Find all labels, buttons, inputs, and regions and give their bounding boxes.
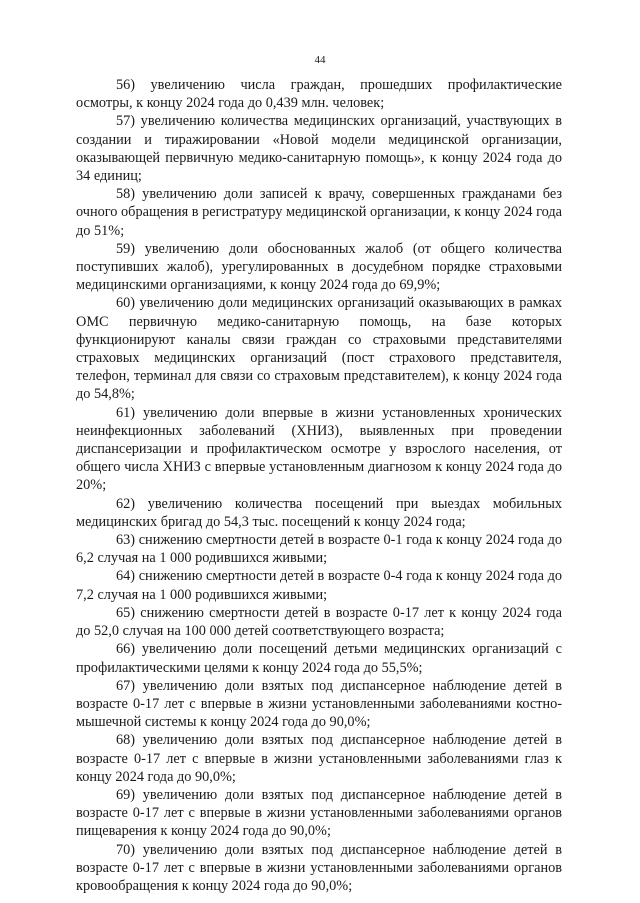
- list-item-57: 57) увеличению количества медицинских организаций, участвующих в создании и тиражировании «Новой модели медицинской организации, оказывающей первичную медико-санитарную помощь», к концу 2024 года до 34 единиц;: [76, 113, 562, 185]
- list-item-59: 59) увеличению доли обоснованных жалоб (от общего количества поступивших жалоб), урегулированных в досудебном порядке страховыми медицинскими организациями, к концу 2024 года до 69,9%;: [76, 240, 562, 294]
- list-item-69: 69) увеличению доли взятых под диспансерное наблюдение детей в возрасте 0-17 лет с впервые в жизни установленными заболеваниями органов пищеварения к концу 2024 года до 90,0%;: [76, 786, 562, 840]
- list-item-67: 67) увеличению доли взятых под диспансерное наблюдение детей в возрасте 0-17 лет с впервые в жизни установленными заболеваниями костно-мышечной системы к концу 2024 года до 90,0%;: [76, 677, 562, 731]
- list-item-60: 60) увеличению доли медицинских организаций оказывающих в рамках ОМС первичную медико-санитарную помощь, на базе которых функционируют каналы связи граждан со страховыми представителями страховых медицинских организаций (пост страхового представителя, телефон, терминал для связи со страховым представителем), к концу 2024 года до 54,8%;: [76, 295, 562, 403]
- list-item-68: 68) увеличению доли взятых под диспансерное наблюдение детей в возрасте 0-17 лет с впервые в жизни установленными заболеваниями глаз к концу 2024 года до 90,0%;: [76, 732, 562, 785]
- list-item-66: 66) увеличению доли посещений детьми медицинских организаций с профилактическими целями к концу 2024 года до 55,5%;: [76, 641, 562, 676]
- list-item-58: 58) увеличению доли записей к врачу, совершенных гражданами без очного обращения в регистратуру медицинской организации, к концу 2024 года до 51%;: [76, 186, 562, 239]
- list-item-65: 65) снижению смертности детей в возрасте 0-17 лет к концу 2024 года до 52,0 случая на 100 000 детей соответствующего возраста;: [76, 604, 562, 640]
- list-item-56: 56) увеличению числа граждан, прошедших профилактические осмотры, к концу 2024 года до 0,439 млн. человек;: [76, 77, 562, 112]
- page-number: 44: [314, 54, 326, 66]
- list-item-61: 61) увеличению доли впервые в жизни установленных хронических неинфекционных заболеваний (ХНИЗ), выявленных при проведении диспансеризации и профилактическом осмотре у взрослого населения, от общего числа ХНИЗ с впервые установленным диагнозом к концу 2024 года до 20%;: [76, 404, 562, 494]
- document-body: [76, 76, 562, 895]
- list-item-63: 63) снижению смертности детей в возрасте 0-1 года к концу 2024 года до 6,2 случая на 1 000 родившихся живыми;: [76, 532, 562, 567]
- list-item-64: 64) снижению смертности детей в возрасте 0-4 года к концу 2024 года до 7,2 случая на 1 000 родившихся живыми;: [76, 568, 562, 603]
- list-item-70: 70) увеличению доли взятых под диспансерное наблюдение детей в возрасте 0-17 лет с впервые в жизни установленными заболеваниями органов кровообращения к концу 2024 года до 90,0%;: [76, 841, 562, 894]
- list-item-62: 62) увеличению количества посещений при выездах мобильных медицинских бригад до 54,3 тыс. посещений к концу 2024 года;: [76, 495, 562, 530]
